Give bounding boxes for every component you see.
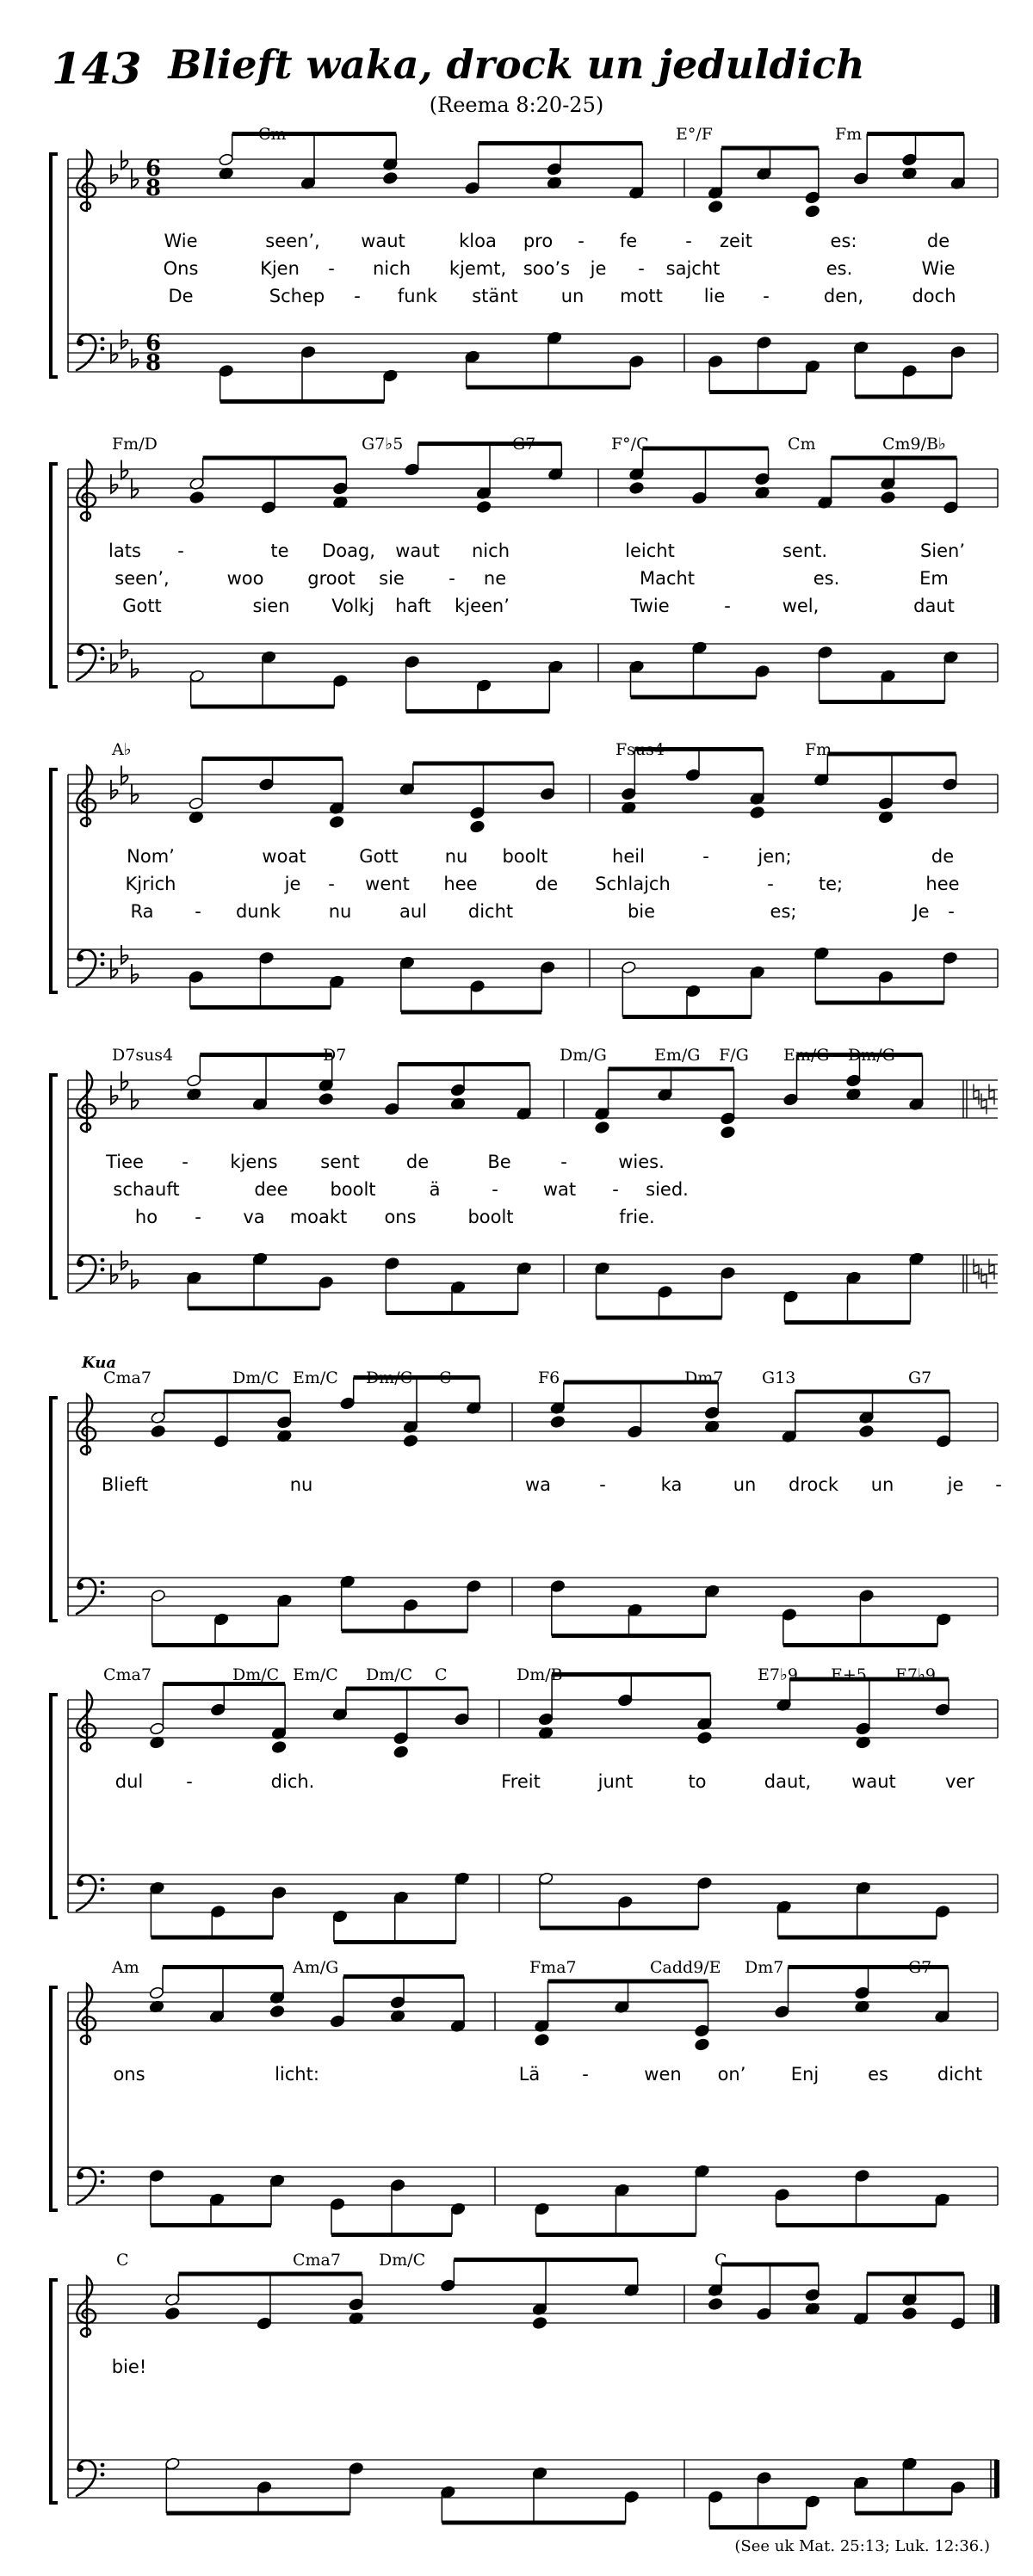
lyric-syllable: ne (483, 568, 507, 589)
lyric-syllable: den, (823, 286, 864, 306)
staff-svg (47, 1041, 999, 1334)
lyric-syllable: te; (818, 874, 844, 894)
lyric-syllable: wel, (782, 596, 820, 616)
system-bracket (51, 464, 58, 687)
lyric-syllable: hee (443, 874, 478, 894)
chord-symbol: Cm (788, 435, 816, 454)
chord-symbol: A♭ (112, 740, 132, 759)
score-system (47, 430, 999, 723)
chord-symbol: D7 (323, 1046, 347, 1065)
lyric-syllable: - (599, 1474, 606, 1495)
flat-icon (132, 1269, 139, 1288)
lyric-syllable: Freit (501, 1771, 541, 1792)
lyric-syllable: Macht (639, 568, 696, 589)
flat-icon (132, 964, 139, 983)
chord-symbol: Am (112, 1958, 139, 1977)
lyric-syllable: Blieft (101, 1474, 149, 1495)
lyric-syllable: fe (619, 231, 638, 251)
note-head (629, 481, 645, 494)
lyric-syllable: kjens (230, 1152, 278, 1172)
note-head (532, 2316, 547, 2329)
flat-icon (111, 780, 118, 799)
staff-svg (47, 1364, 999, 1657)
lyric-syllable: waut (361, 231, 405, 251)
lyric-syllable: drock (788, 1474, 839, 1495)
flat-icon (121, 945, 128, 964)
lyric-syllable: nu (444, 846, 468, 867)
lyric-syllable: boolt (502, 846, 548, 867)
lyric-syllable: - (195, 1207, 201, 1227)
natural-icon (981, 1094, 987, 1115)
note-head (189, 491, 205, 503)
lyric-syllable: Be (487, 1152, 511, 1172)
lyric-syllable: - (195, 901, 201, 922)
lyric-syllable: va (243, 1207, 265, 1227)
lyric-syllable: Schlajch (595, 874, 671, 894)
chord-symbol: F/G (719, 1046, 749, 1065)
lyric-syllable: Gott (359, 846, 399, 867)
note-head (859, 1424, 875, 1437)
hymn-number: 143 (52, 43, 142, 94)
lyric-syllable: - (177, 541, 184, 561)
lyric-syllable: es; (770, 901, 797, 922)
system-bracket (51, 1987, 58, 2210)
lyric-syllable: wies. (618, 1152, 665, 1172)
lyric-syllable: - (560, 1152, 567, 1172)
note-head (696, 1731, 712, 1744)
chord-symbol: E7♭9 (758, 1665, 799, 1684)
lyric-syllable: ka (660, 1474, 683, 1495)
lyric-syllable: Lä (518, 2064, 541, 2085)
flat-icon (111, 1085, 118, 1104)
chord-symbol: C (116, 2251, 129, 2270)
lyric-syllable: waut (851, 1771, 896, 1792)
lyric-syllable: - (492, 1179, 498, 1200)
lyric-syllable: pro (523, 231, 554, 251)
lyric-syllable: Kjrich (125, 874, 176, 894)
lyric-syllable: de (926, 231, 950, 251)
chord-symbol: D7sus4 (112, 1046, 174, 1065)
staff-svg (47, 2246, 999, 2539)
lyric-syllable: ons (384, 1207, 417, 1227)
chord-symbol: Cm9/B♭ (882, 435, 946, 454)
score-system (47, 736, 999, 1029)
lyric-syllable: Je (912, 901, 930, 922)
lyric-syllable: - (328, 874, 335, 894)
note-head (470, 820, 486, 833)
lyric-syllable: to (688, 1771, 707, 1792)
note-head (151, 1424, 166, 1437)
staff-svg (47, 1954, 999, 2246)
tempo-mark: Kua (82, 1354, 116, 1372)
chord-symbol: G7 (908, 1958, 932, 1977)
lyric-syllable: Nom’ (127, 846, 175, 867)
scripture-reference: (Reema 8:20-25) (429, 93, 604, 117)
chord-symbol: F°/C (611, 435, 649, 454)
lyric-syllable: Twie (630, 596, 670, 616)
lyric-syllable: dicht (467, 901, 514, 922)
lyric-syllable: lie (703, 286, 726, 306)
score-system (47, 1041, 999, 1334)
lyric-syllable: Kjen (260, 258, 300, 279)
chord-symbol: E°/F (676, 125, 713, 144)
score-system (47, 1661, 999, 1954)
chord-symbol: Dm/B (516, 1665, 563, 1684)
note-head (271, 1740, 287, 1753)
lyric-syllable: je (947, 1474, 964, 1495)
lyric-syllable: - (763, 286, 770, 306)
chord-symbol: Em/G (783, 1046, 830, 1065)
note-head (393, 1745, 409, 1758)
natural-icon (981, 1269, 987, 1289)
natural-icon (989, 1084, 994, 1105)
score-system (47, 2246, 999, 2539)
chord-symbol: Dm/G (560, 1046, 607, 1065)
lyric-syllable: dul (114, 1771, 144, 1792)
chord-symbol: C (439, 1368, 452, 1387)
chord-symbol: C (435, 1665, 448, 1684)
note-head (476, 500, 492, 513)
lyric-syllable: wa (524, 1474, 552, 1495)
note-head (708, 200, 723, 213)
note-head (902, 2307, 918, 2320)
note-head (269, 2005, 285, 2017)
lyric-syllable: sent. (782, 541, 828, 561)
score-system (47, 1954, 999, 2246)
chord-symbol: Cma7 (103, 1665, 152, 1684)
chord-symbol: F6 (538, 1368, 560, 1387)
chord-symbol: Em/G (654, 1046, 701, 1065)
lyric-syllable: un (560, 286, 585, 306)
flat-icon (111, 474, 118, 493)
lyric-syllable: Gott (122, 596, 162, 616)
flat-icon (132, 349, 139, 368)
time-signature: 6 (145, 330, 162, 356)
lyric-syllable: daut (913, 596, 955, 616)
lyric-syllable: Em (919, 568, 949, 589)
lyric-syllable: licht: (275, 2064, 319, 2085)
lyric-syllable: es: (830, 231, 857, 251)
lyric-syllable: - (354, 286, 361, 306)
chord-symbol: Fm/D (112, 435, 158, 454)
lyric-syllable: zeit (719, 231, 753, 251)
lyric-syllable: - (638, 258, 645, 279)
note-head (595, 1121, 610, 1134)
lyric-syllable: Ons (163, 258, 199, 279)
hymn-title: Blieft waka, drock un jeduldich (168, 41, 865, 88)
note-head (319, 1092, 334, 1105)
chord-symbol: C (714, 2251, 727, 2270)
note-head (695, 2038, 710, 2051)
lyric-syllable: - (724, 596, 731, 616)
chord-symbol: Dm/C (379, 2251, 426, 2270)
lyric-syllable: soo’s (523, 258, 571, 279)
lyric-syllable: Enj (790, 2064, 820, 2085)
chord-symbol: Em/C (293, 1665, 338, 1684)
note-head (881, 491, 896, 503)
lyric-syllable: - (578, 231, 585, 251)
footer-reference: (See uk Mat. 25:13; Luk. 12:36.) (734, 2537, 990, 2555)
chord-symbol: Dm/C (232, 1368, 280, 1387)
chord-symbol: Fm (805, 740, 832, 759)
lyric-syllable: ons (113, 2064, 145, 2085)
natural-icon (974, 1259, 979, 1280)
lyric-syllable: un (870, 1474, 894, 1495)
chord-symbol: Cma7 (293, 2251, 341, 2270)
chord-symbol: Em/C (293, 1368, 338, 1387)
system-bracket (51, 154, 58, 377)
lyric-syllable: sent (320, 1152, 360, 1172)
chord-symbol: Dm/G (848, 1046, 895, 1065)
flat-icon (111, 164, 118, 183)
lyric-syllable: Doag, (322, 541, 375, 561)
lyric-syllable: ä (429, 1179, 441, 1200)
flat-icon (132, 658, 139, 677)
lyric-syllable: junt (597, 1771, 634, 1792)
lyric-syllable: seen’, (265, 231, 320, 251)
note-head (750, 806, 765, 819)
chord-symbol: Dm/C (366, 1368, 413, 1387)
lyric-syllable: hee (925, 874, 960, 894)
chord-symbol: Fm (835, 125, 863, 144)
lyric-syllable: Wie (164, 231, 198, 251)
lyric-syllable: de (535, 874, 559, 894)
lyric-syllable: schauft (113, 1179, 180, 1200)
lyric-syllable: - (182, 1152, 189, 1172)
chord-symbol: G7 (512, 435, 536, 454)
note-head (164, 2307, 180, 2320)
system-bracket (51, 2280, 58, 2503)
chord-symbol: Cma7 (103, 1368, 152, 1387)
note-head (535, 2033, 550, 2046)
chord-symbol: Cadd9/E (650, 1958, 721, 1977)
chord-symbol: Fsus4 (615, 740, 665, 759)
lyric-syllable: je (284, 874, 301, 894)
chord-symbol: Dm7 (745, 1958, 784, 1977)
lyric-syllable: lats (108, 541, 141, 561)
lyric-syllable: - (948, 901, 955, 922)
flat-icon (121, 639, 128, 658)
lyric-syllable: es. (826, 258, 853, 279)
lyric-syllable: sie (379, 568, 405, 589)
chord-symbol: Fma7 (529, 1958, 577, 1977)
staff-svg (47, 430, 999, 723)
system-bracket (51, 1695, 58, 1918)
lyric-syllable: - (995, 1474, 1002, 1495)
lyric-syllable: - (702, 846, 709, 867)
lyric-syllable: - (685, 231, 692, 251)
lyric-syllable: de (405, 1152, 430, 1172)
system-bracket (51, 1075, 58, 1298)
note-head (403, 1434, 418, 1447)
lyric-syllable: - (767, 874, 774, 894)
lyric-syllable: es (868, 2064, 888, 2085)
lyric-syllable: mott (620, 286, 663, 306)
note-head (805, 205, 820, 218)
lyric-syllable: wen (644, 2064, 682, 2085)
lyric-syllable: nich (373, 258, 411, 279)
lyric-syllable: daut, (764, 1771, 812, 1792)
lyric-syllable: woo (226, 568, 264, 589)
lyric-syllable: jen; (758, 846, 792, 867)
lyric-syllable: je (590, 258, 607, 279)
score-system (47, 1354, 1002, 1657)
lyric-syllable: nu (289, 1474, 313, 1495)
chord-symbol: Dm7 (684, 1368, 724, 1387)
chord-symbol: E7♭9 (895, 1665, 937, 1684)
lyric-syllable: sien (252, 596, 290, 616)
lyric-syllable: dich. (270, 1771, 315, 1792)
lyric-syllable: aul (399, 901, 428, 922)
lyric-syllable: funk (397, 286, 438, 306)
lyric-syllable: - (186, 1771, 193, 1792)
lyric-syllable: nich (472, 541, 510, 561)
lyric-syllable: Schep (269, 286, 325, 306)
system-bracket (51, 1398, 58, 1621)
lyric-syllable: - (582, 2064, 589, 2085)
chord-symbol: Am/G (293, 1958, 339, 1977)
lyric-syllable: ho (134, 1207, 158, 1227)
lyric-syllable: boolt (467, 1207, 514, 1227)
score-system (47, 120, 999, 413)
lyric-syllable: wat (542, 1179, 577, 1200)
lyric-syllable: went (365, 874, 410, 894)
lyric-syllable: kjeen’ (455, 596, 510, 616)
lyric-syllable: frie. (619, 1207, 655, 1227)
lyric-syllable: kjemt, (448, 258, 507, 279)
lyric-syllable: es. (813, 568, 840, 589)
lyric-syllable: te (270, 541, 289, 561)
lyric-syllable: waut (395, 541, 440, 561)
lyric-syllable: boolt (330, 1179, 376, 1200)
chord-symbol: Dm/C (366, 1665, 413, 1684)
chord-symbol: Cm (258, 125, 287, 144)
lyric-syllable: sajcht (665, 258, 721, 279)
chord-symbol: E+5 (831, 1665, 867, 1684)
lyric-syllable: woat (262, 846, 306, 867)
lyric-syllable: un (733, 1474, 757, 1495)
lyric-syllable: Sien’ (919, 541, 966, 561)
lyric-syllable: Ra (130, 901, 154, 922)
note-head (550, 1415, 566, 1428)
lyric-syllable: dee (254, 1179, 288, 1200)
lyric-syllable: on’ (717, 2064, 746, 2085)
lyric-syllable: de (931, 846, 955, 867)
note-head (382, 171, 398, 184)
flat-icon (121, 330, 128, 349)
lyric-syllable: bie! (111, 2357, 147, 2377)
chord-symbol: Dm/C (232, 1665, 280, 1684)
time-signature: 8 (145, 176, 162, 201)
chord-symbol: G7 (908, 1368, 932, 1387)
lyric-syllable: - (328, 258, 335, 279)
lyric-syllable: dunk (235, 901, 281, 922)
lyric-syllable: leicht (625, 541, 675, 561)
lyric-syllable: groot (307, 568, 356, 589)
note-head (708, 2297, 723, 2310)
flat-icon (121, 1251, 128, 1269)
lyric-syllable: moakt (289, 1207, 348, 1227)
lyric-syllable: - (448, 568, 455, 589)
lyric-syllable: kloa (459, 231, 497, 251)
lyric-syllable: Tiee (106, 1152, 144, 1172)
lyric-syllable: nu (328, 901, 352, 922)
staff-svg (47, 736, 999, 1029)
time-signature: 6 (145, 156, 162, 182)
lyric-syllable: ver (945, 1771, 974, 1792)
note-head (721, 1126, 736, 1139)
lyric-syllable: dicht (937, 2064, 983, 2085)
note-head (329, 815, 344, 828)
lyric-syllable: - (612, 1179, 619, 1200)
lyric-syllable: doch (912, 286, 956, 306)
lyric-syllable: Wie (921, 258, 956, 279)
lyric-syllable: De (168, 286, 194, 306)
lyric-syllable: Volkj (331, 596, 374, 616)
system-bracket (51, 769, 58, 992)
staff-svg (47, 1661, 999, 1954)
natural-icon (989, 1259, 994, 1280)
chord-symbol: G13 (762, 1368, 796, 1387)
lyric-syllable: stänt (472, 286, 518, 306)
lyric-syllable: sied. (646, 1179, 689, 1200)
natural-icon (974, 1084, 979, 1105)
lyric-syllable: heil (612, 846, 645, 867)
chord-symbol: G7♭5 (362, 435, 404, 454)
lyric-syllable: bie (627, 901, 656, 922)
lyric-syllable: seen’, (114, 568, 170, 589)
lyric-syllable: haft (395, 596, 431, 616)
time-signature: 8 (145, 350, 162, 376)
